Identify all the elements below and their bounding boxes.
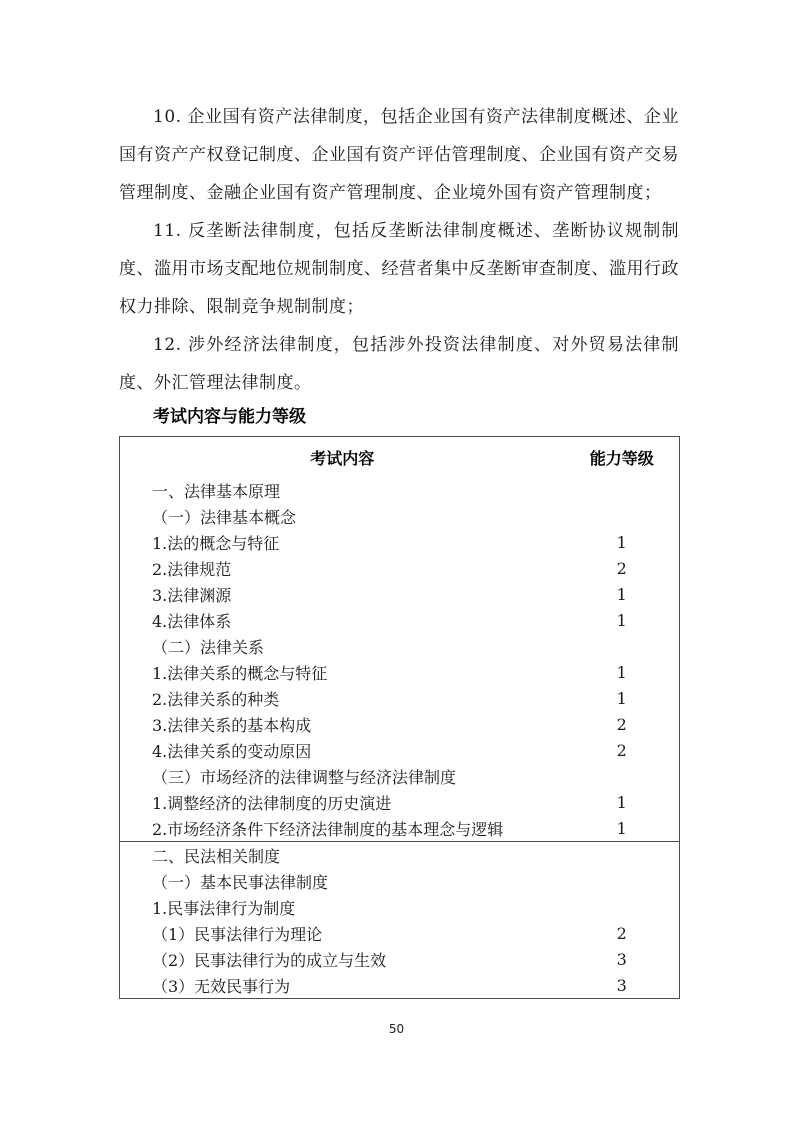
table-row xyxy=(120,972,680,999)
ability-level-cell: 1 xyxy=(616,532,627,552)
exam-topic-cell: （一）法律基本概念 xyxy=(152,507,297,527)
ability-level-cell: 1 xyxy=(616,584,627,604)
ability-level-cell xyxy=(565,477,680,503)
table-row xyxy=(120,920,680,946)
table-row xyxy=(120,633,680,659)
ability-level-cell: 1 xyxy=(616,662,627,682)
table-body xyxy=(120,477,680,999)
ability-level-cell: 1 xyxy=(616,818,627,838)
exam-topic-cell: （三）市场经济的法律调整与经济法律制度 xyxy=(152,767,457,787)
exam-topic-cell: 4.法律关系的变动原因 xyxy=(152,741,312,761)
ability-level-cell: 1 xyxy=(616,610,627,630)
exam-topic-cell: （一）基本民事法律制度 xyxy=(152,872,329,892)
exam-topic-cell: 二、民法相关制度 xyxy=(120,842,565,869)
exam-topic-cell: 一、法律基本原理 xyxy=(152,481,281,501)
ability-level-cell: 2 xyxy=(616,558,627,578)
exam-topic-cell: 2.法律规范 xyxy=(152,559,232,579)
ability-level-header: 能力等级 xyxy=(589,448,654,468)
exam-topic-cell: （3）无效民事行为 xyxy=(152,976,291,996)
exam-topic-cell: 3.法律关系的基本构成 xyxy=(152,715,312,735)
ability-level-cell xyxy=(565,894,680,920)
ability-level-cell: 2 xyxy=(616,714,627,734)
ability-level-cell xyxy=(565,763,680,789)
table-row xyxy=(120,685,680,711)
exam-topic-cell: （1）民事法律行为理论 xyxy=(152,924,323,944)
table-row xyxy=(120,607,680,633)
exam-topic-cell: 4.法律体系 xyxy=(152,611,232,631)
exam-content-table xyxy=(119,436,680,999)
section-heading: 考试内容与能力等级 xyxy=(153,407,306,427)
table-row xyxy=(120,946,680,972)
exam-topic-cell: 3.法律渊源 xyxy=(152,585,232,605)
paragraph-item-12: 12. 涉外经济法律制度，包括涉外投资法律制度、对外贸易法律制度、外汇管理法律制度。 xyxy=(119,335,679,393)
ability-level-cell: 1 xyxy=(616,792,627,812)
table-row xyxy=(120,711,680,737)
table-row xyxy=(120,503,680,529)
exam-topic-cell: 1.法的概念与特征 xyxy=(152,533,280,553)
table-row xyxy=(120,894,680,920)
exam-content-header: 考试内容 xyxy=(310,448,375,468)
ability-level-cell xyxy=(565,503,680,529)
ability-level-cell: 2 xyxy=(616,923,627,943)
ability-level-cell xyxy=(565,633,680,659)
table-row xyxy=(120,477,680,503)
page-number: 50 xyxy=(388,1022,405,1036)
table-row xyxy=(120,763,680,789)
table-row xyxy=(120,659,680,685)
ability-level-cell: 2 xyxy=(616,740,627,760)
exam-topic-cell: 2.市场经济条件下经济法律制度的基本理念与逻辑 xyxy=(152,819,504,839)
table-row xyxy=(120,815,680,842)
table-row xyxy=(120,789,680,815)
table-row xyxy=(120,842,680,869)
document-page xyxy=(119,98,679,999)
ability-level-cell: 3 xyxy=(616,949,627,969)
exam-topic-cell: 1.民事法律行为制度 xyxy=(152,898,296,918)
ability-level-cell xyxy=(565,842,680,869)
exam-topic-cell: 2.法律关系的种类 xyxy=(152,689,280,709)
paragraph-item-10: 10. 企业国有资产法律制度，包括企业国有资产法律制度概述、企业国有资产产权登记制度、企业国有资产评估管理制度、企业国有资产交易管理制度、金融企业国有资产管理制度、企业境外国有资产管理制度； xyxy=(119,107,679,203)
ability-level-cell: 1 xyxy=(616,688,627,708)
table-row xyxy=(120,868,680,894)
exam-topic-cell: （2）民事法律行为的成立与生效 xyxy=(152,950,387,970)
table-row xyxy=(120,555,680,581)
table-row xyxy=(120,737,680,763)
exam-topic-cell: （二）法律关系 xyxy=(152,637,265,657)
table-header-row xyxy=(120,437,680,478)
paragraph-item-11: 11. 反垄断法律制度，包括反垄断法律制度概述、垄断协议规制制度、滥用市场支配地位规制制度、经营者集中反垄断审查制度、滥用行政权力排除、限制竞争规制制度； xyxy=(119,221,679,317)
table-row xyxy=(120,581,680,607)
exam-topic-cell: 1.法律关系的概念与特征 xyxy=(152,663,328,683)
exam-topic-cell: 1.调整经济的法律制度的历史演进 xyxy=(152,793,392,813)
ability-level-cell: 3 xyxy=(616,975,627,995)
table-row xyxy=(120,529,680,555)
ability-level-cell xyxy=(565,868,680,894)
